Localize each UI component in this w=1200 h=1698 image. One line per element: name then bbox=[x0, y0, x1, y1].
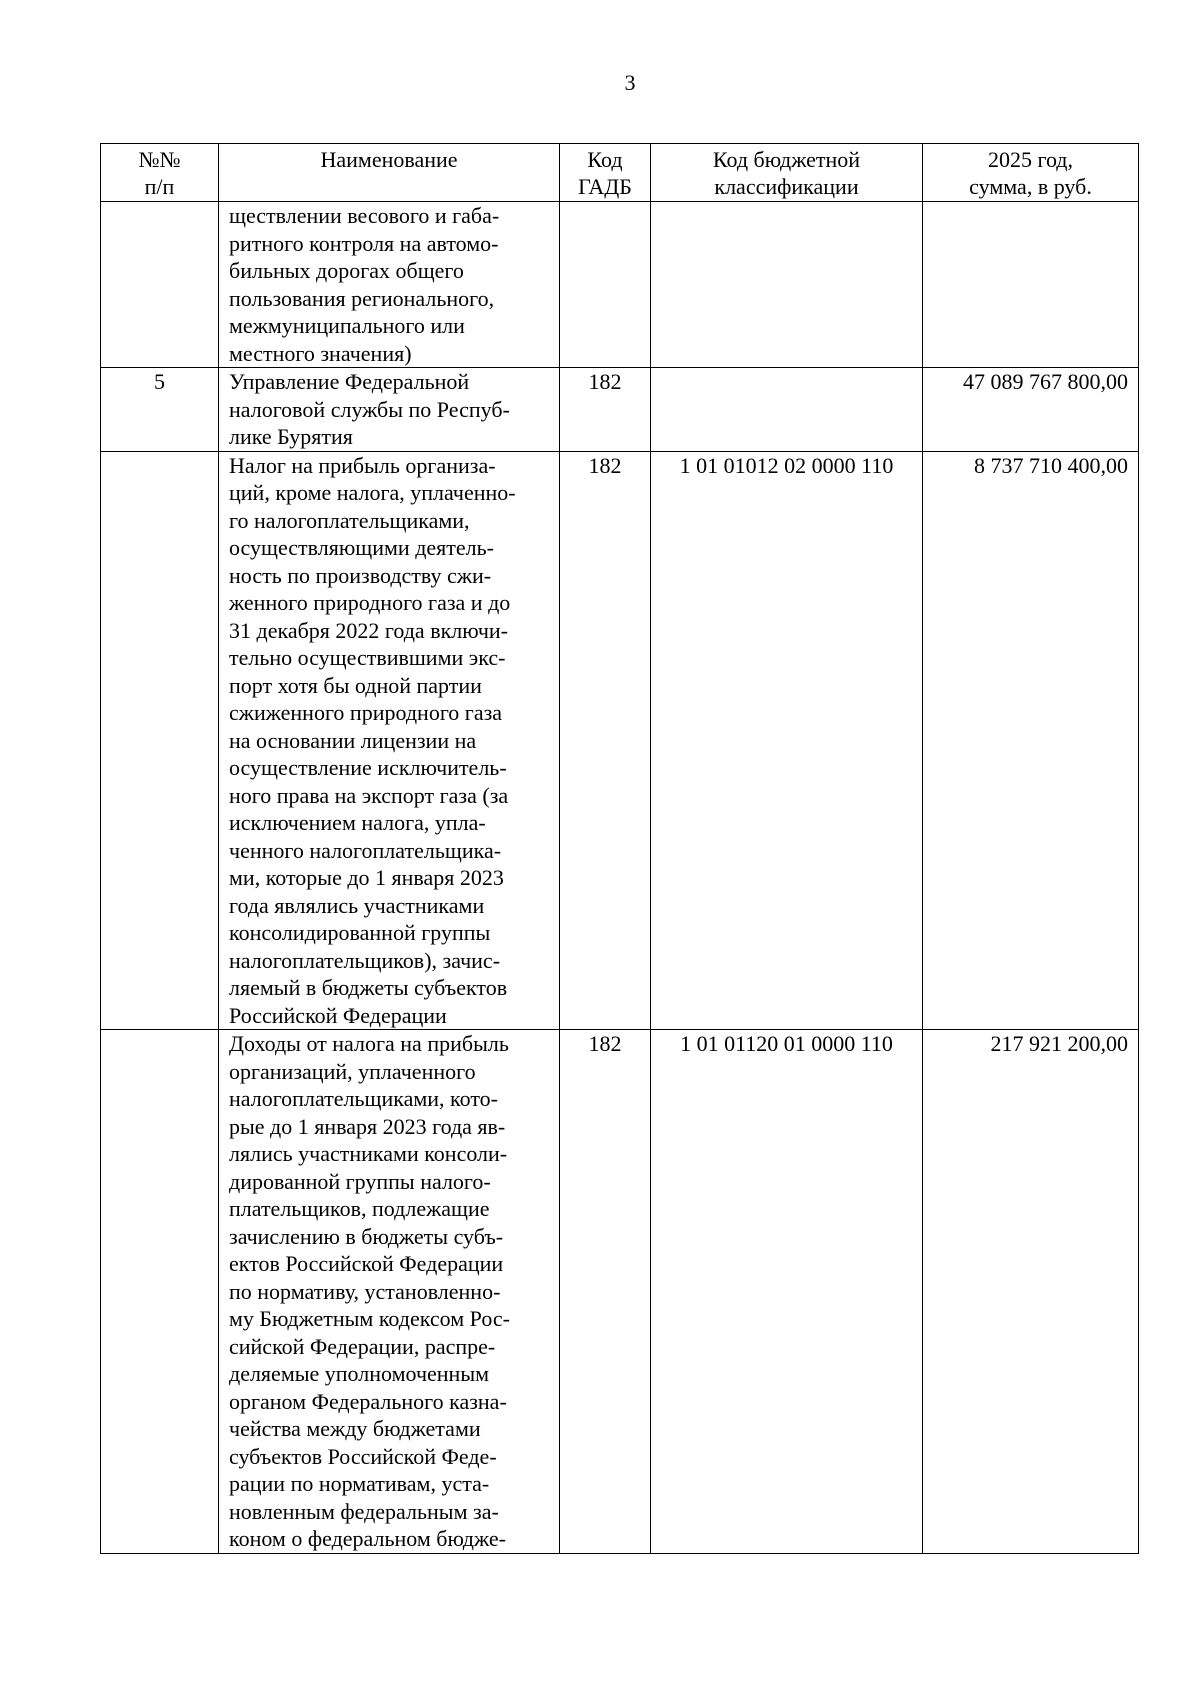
cell-name-line: Управление Федеральной bbox=[229, 369, 470, 394]
header-gadb-line: ГАДБ bbox=[578, 174, 632, 199]
cell-number: 5 bbox=[101, 368, 219, 452]
cell-gadb-code: 182 bbox=[560, 1030, 651, 1554]
cell-amount bbox=[923, 202, 1139, 368]
cell-amount: 8 737 710 400,00 bbox=[923, 451, 1139, 1030]
cell-amount: 47 089 767 800,00 bbox=[923, 368, 1139, 452]
cell-name-line: 31 декабря 2022 года включи- bbox=[229, 617, 509, 643]
cell-name-line: деляемые уполномоченным bbox=[229, 1361, 490, 1386]
cell-name-line: му Бюджетным кодексом Рос- bbox=[229, 1306, 510, 1331]
budget-revenue-table bbox=[100, 143, 1139, 1554]
header-number-line: №№ bbox=[138, 147, 181, 172]
cell-name-line: местного значения) bbox=[229, 340, 412, 366]
table-header-row bbox=[101, 144, 1139, 202]
cell-budget-classification-code: 1 01 01012 02 0000 110 bbox=[651, 451, 923, 1030]
cell-name-line: женного природного газа и до bbox=[229, 590, 511, 615]
page-number: 3 bbox=[624, 70, 636, 95]
cell-name-line: лялись участниками консоли- bbox=[229, 1141, 508, 1166]
cell-name-line: налогоплательщиками, кото- bbox=[229, 1086, 498, 1111]
cell-name-line: сийской Федерации, распре- bbox=[229, 1333, 496, 1359]
header-amount-2025 bbox=[923, 144, 1139, 202]
cell-name-line: плательщиков, подлежащие bbox=[229, 1196, 490, 1221]
header-kbk-line: Код бюджетной bbox=[712, 147, 861, 172]
cell-number bbox=[101, 1030, 219, 1554]
cell-name bbox=[219, 1030, 560, 1554]
cell-budget-classification-code bbox=[651, 202, 923, 368]
header-sum-line: 2025 год, bbox=[987, 147, 1074, 172]
header-budget-classification-code bbox=[651, 144, 923, 202]
cell-name-line: субъектов Российской Феде- bbox=[229, 1443, 497, 1469]
cell-name-line: дированной группы налого- bbox=[229, 1168, 491, 1194]
header-name-line: Наименование bbox=[320, 147, 458, 172]
cell-name-line: зачислению в бюджеты субъ- bbox=[229, 1223, 504, 1249]
table-row bbox=[101, 202, 1139, 368]
cell-name-line: налоговой службы по Респуб- bbox=[229, 396, 510, 422]
cell-name-line: исключением налога, упла- bbox=[229, 810, 486, 835]
cell-amount: 217 921 200,00 bbox=[923, 1030, 1139, 1554]
cell-name-line: осуществление исключитель- bbox=[229, 755, 507, 780]
table-row bbox=[101, 1030, 1139, 1554]
cell-name-line: консолидированной группы bbox=[229, 920, 491, 945]
table-body bbox=[101, 202, 1139, 1554]
cell-name-line: по нормативу, установленно- bbox=[229, 1278, 501, 1304]
cell-gadb-code bbox=[560, 202, 651, 368]
header-kbk-line: классификации bbox=[714, 174, 859, 199]
cell-budget-classification-code bbox=[651, 368, 923, 452]
header-number bbox=[101, 144, 219, 202]
cell-name-line: ми, которые до 1 января 2023 bbox=[229, 865, 504, 890]
cell-name-line: осуществляющими деятель- bbox=[229, 535, 494, 560]
header-gadb-code bbox=[560, 144, 651, 202]
cell-name-line: Налог на прибыль организа- bbox=[229, 452, 496, 478]
cell-name-line: ритного контроля на автомо- bbox=[229, 230, 499, 256]
cell-name-line: рации по нормативам, уста- bbox=[229, 1471, 490, 1496]
cell-name-line: организаций, уплаченного bbox=[229, 1058, 476, 1084]
cell-name-line: Российской Федерации bbox=[229, 1002, 447, 1028]
cell-number bbox=[101, 451, 219, 1030]
cell-name-line: бильных дорогах общего bbox=[229, 258, 464, 283]
cell-name-line: ляемый в бюджеты субъектов bbox=[229, 975, 508, 1000]
cell-name-line: налогоплательщиков), зачис- bbox=[229, 947, 501, 973]
cell-name-line: органом Федерального казна- bbox=[229, 1388, 507, 1414]
cell-name-line: на основании лицензии на bbox=[229, 727, 477, 753]
cell-name bbox=[219, 451, 560, 1030]
cell-name-line: ществлении весового и габа- bbox=[229, 203, 500, 228]
cell-name-line: ного права на экспорт газа (за bbox=[229, 782, 509, 808]
cell-name-line: ченного налогоплательщика- bbox=[229, 837, 502, 863]
cell-name-line: рые до 1 января 2023 года яв- bbox=[229, 1113, 506, 1139]
cell-name-line: ность по производству сжи- bbox=[229, 562, 492, 588]
cell-name-line: новленным федеральным за- bbox=[229, 1498, 499, 1524]
cell-budget-classification-code: 1 01 01120 01 0000 110 bbox=[651, 1030, 923, 1554]
cell-name bbox=[219, 368, 560, 452]
cell-name-line: года являлись участниками bbox=[229, 892, 485, 918]
cell-gadb-code: 182 bbox=[560, 451, 651, 1030]
cell-name-line: Доходы от налога на прибыль bbox=[229, 1031, 509, 1056]
cell-name bbox=[219, 202, 560, 368]
cell-gadb-code: 182 bbox=[560, 368, 651, 452]
table-row bbox=[101, 451, 1139, 1030]
header-number-line: п/п bbox=[144, 174, 175, 199]
cell-name-line: ций, кроме налога, уплаченно- bbox=[229, 480, 516, 505]
table-row bbox=[101, 368, 1139, 452]
cell-name-line: лике Бурятия bbox=[229, 424, 353, 449]
cell-name-line: межмуниципального или bbox=[229, 313, 465, 338]
cell-name-line: порт хотя бы одной партии bbox=[229, 672, 482, 698]
header-gadb-line: Код bbox=[587, 147, 623, 172]
cell-name-line: коном о федеральном бюдже- bbox=[229, 1526, 506, 1551]
cell-name-line: го налогоплательщиками, bbox=[229, 507, 470, 533]
cell-name-line: пользования регионального, bbox=[229, 285, 495, 311]
header-sum-line: сумма, в руб. bbox=[969, 174, 1092, 199]
cell-number bbox=[101, 202, 219, 368]
cell-name-line: сжиженного природного газа bbox=[229, 700, 503, 725]
cell-name-line: тельно осуществившими экс- bbox=[229, 645, 506, 670]
cell-name-line: чейства между бюджетами bbox=[229, 1416, 481, 1441]
header-name bbox=[219, 144, 560, 202]
cell-name-line: ектов Российской Федерации bbox=[229, 1251, 504, 1276]
